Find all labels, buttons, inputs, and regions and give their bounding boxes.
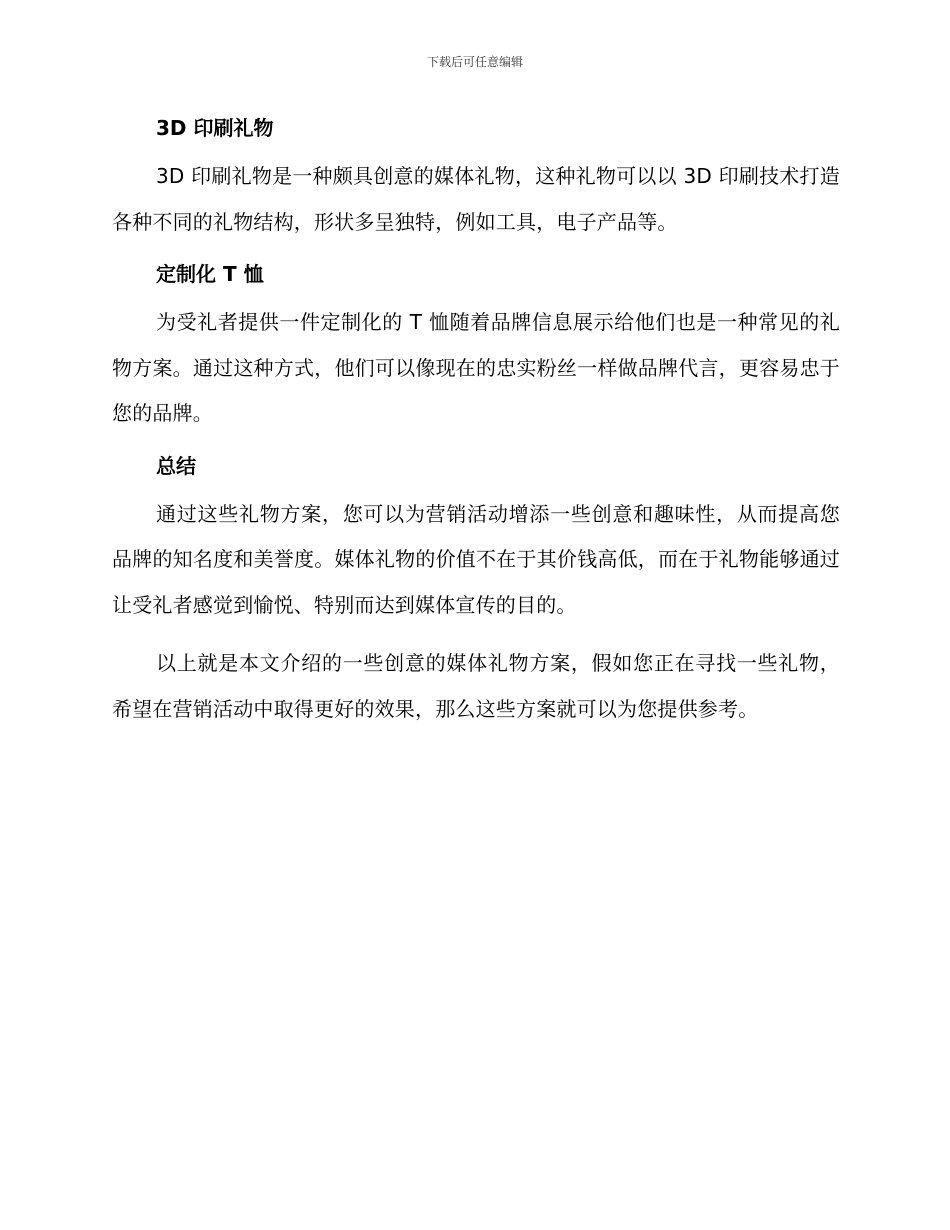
paragraph-custom-tshirt: 为受礼者提供一件定制化的 T 恤随着品牌信息展示给他们也是一种常见的礼物方案。通过这种方式，他们可以像现在的忠实粉丝一样做品牌代言，更容易忠于您的品牌。 — [112, 310, 840, 425]
paragraph-3d-printing-gift: 3D 印刷礼物是一种颇具创意的媒体礼物，这种礼物可以以 3D 印刷技术打造各种不同的礼物结构，形状多呈独特，例如工具，电子产品等。 — [112, 164, 840, 234]
paragraph-summary-1: 通过这些礼物方案，您可以为营销活动增添一些创意和趣味性，从而提高您品牌的知名度和美誉度。媒体礼物的价值不在于其价钱高低，而在于礼物能够通过让受礼者感觉到愉悦、特别而达到媒体宣传的目的。 — [112, 501, 840, 617]
section-heading-summary: 总结 — [156, 453, 196, 478]
section-heading-3d-printing-gift: 3D 印刷礼物 — [156, 116, 274, 140]
page-header: 下载后可任意编辑 — [426, 55, 523, 69]
section-heading-custom-tshirt: 定制化 T 恤 — [156, 262, 264, 286]
document-body — [112, 112, 840, 732]
paragraph-summary-2: 以上就是本文介绍的一些创意的媒体礼物方案，假如您正在寻找一些礼物，希望在营销活动中取得更好的效果，那么这些方案就可以为您提供参考。 — [112, 651, 840, 721]
